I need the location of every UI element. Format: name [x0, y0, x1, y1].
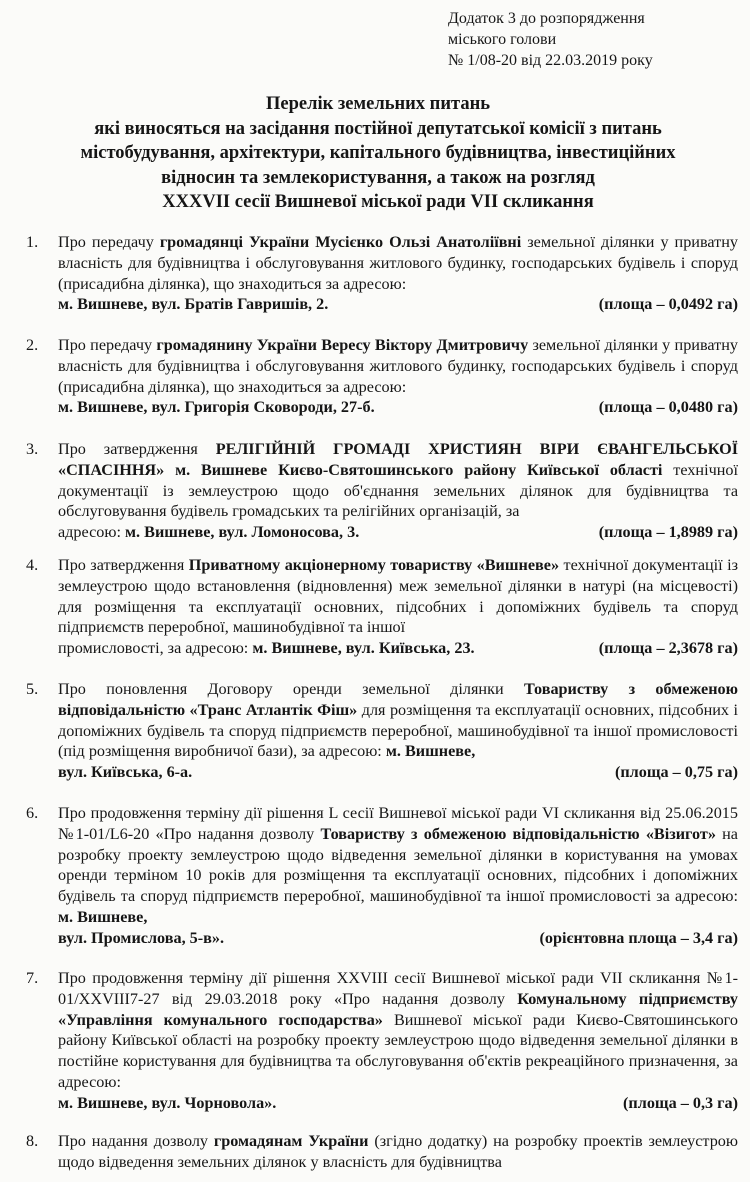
- title-line: Перелік земельних питань: [265, 94, 491, 114]
- item-number: 3.: [26, 440, 39, 458]
- item-bold-part: м. Вишневе,: [58, 907, 148, 926]
- item-address-prefix: промисловості, за адресою:: [58, 639, 253, 658]
- list-item: [22, 232, 738, 315]
- item-text-part: Про надання дозволу: [58, 1132, 214, 1150]
- address-row: [58, 928, 738, 949]
- item-text-part: земельної ділянки у приватну власність для будівництва і обслуговування житлового будинку, господарських будівель і споруд (присадибна ділянка), що знаходиться за адресою:: [58, 233, 738, 293]
- item-text-part: на розробку проекту землеустрою щодо відведення земельної ділянки в користування на умовах оренди терміном 10 років для розміщення та експлуатації основних, підсобних і допоміжних будівель та споруд підприємств переробної, машинобудівної та іншої промисловості за адресою:: [58, 824, 738, 906]
- item-address: м. Вишневе, вул. Братів Гавришів, 2.: [58, 295, 329, 314]
- item-bold-part: м. Вишневе,: [385, 742, 476, 761]
- item-area: (орієнтовна площа – 3,4 га): [539, 928, 738, 947]
- item-text-part: для розміщення та експлуатації основних, підсобних і допоміжних будівель та споруд підприємств переробної, машинобудівної та іншої промисловості (під розміщення виробничої бази), за адресою:: [58, 700, 738, 761]
- item-text: [58, 803, 738, 949]
- item-bold-part: Приватному акціонерному товариству «Вишневе»: [188, 556, 560, 574]
- title-line: які виносяться на засідання постійної депутатської комісії з питань: [94, 118, 662, 139]
- item-area: (площа – 0,0480 га): [598, 398, 738, 417]
- list-item: [22, 679, 738, 783]
- address-row: [58, 294, 738, 315]
- item-text: [58, 439, 738, 543]
- item-address: вул. Промислова, 5-в».: [58, 928, 225, 947]
- item-text-part: технічної документації із землеустрою щодо встановлення (відновлення) меж земельної ділянки в натурі (на місцевості) для розміщення та експлуатації основних, підсобних і допоміжних будівель та споруд підприємств переробної, машинобудівної та іншої: [58, 556, 738, 637]
- item-text-part: Про затвердження: [58, 556, 189, 574]
- item-number: 6.: [26, 804, 39, 822]
- list-item: [22, 335, 738, 418]
- list-item: [22, 555, 738, 659]
- item-bold-part: Комунальному підприємству «Управління комунального господарства»: [58, 989, 738, 1029]
- item-address-line: [58, 522, 359, 543]
- item-text: [58, 1131, 738, 1173]
- item-address: м. Вишневе, вул. Григорія Сковороди, 27-б.: [58, 398, 375, 417]
- address-row: [58, 1093, 738, 1114]
- item-number: 2.: [26, 336, 39, 354]
- address-row: [58, 762, 738, 783]
- address-row: [58, 638, 738, 659]
- item-address: м. Вишневе, вул. Ломоносова, 3.: [125, 523, 360, 542]
- item-text: [58, 968, 738, 1114]
- item-area: (площа – 0,0492 га): [598, 295, 738, 314]
- item-area: (площа – 0,75 га): [614, 763, 738, 782]
- item-area: (площа – 0,3 га): [623, 1093, 738, 1112]
- item-bold-part: громадянам України: [213, 1132, 369, 1150]
- item-text-part: Про передачу: [58, 233, 160, 251]
- item-text-part: Вишневої міської ради Києво-Святошинського району Київської області на розробку проекту землеустрою щодо відведення земельної ділянки в постійне користування для будівництва та обслуговування об'єктів рекреаційного призначення, за адресою:: [58, 1010, 738, 1091]
- document-title: [20, 92, 736, 215]
- list-item: [22, 968, 738, 1114]
- list-item: [22, 439, 738, 543]
- item-text-part: Про передачу: [58, 336, 157, 354]
- item-number: 4.: [26, 556, 39, 574]
- item-area: (площа – 1,8989 га): [598, 523, 738, 542]
- list-item: [22, 803, 738, 949]
- title-line: містобудування, архітектури, капітального будівництва, інвестиційних: [80, 143, 676, 163]
- item-text: [58, 679, 738, 783]
- item-bold-part: громадянці України Мусієнко Ользі Анатоліївні: [159, 233, 522, 251]
- title-line: XXXVII сесії Вишневої міської ради VII скликання: [162, 192, 594, 212]
- item-bold-part: Товариству з обмеженою відповідальністю «Візигот»: [320, 824, 716, 843]
- item-bold-part: громадянину України Вересу Віктору Дмитровичу: [156, 336, 529, 354]
- item-bold-part: РЕЛІГІЙНІЙ ГРОМАДІ ХРИСТИЯН ВІРИ ЄВАНГЕЛЬСЬКОЇ «СПАСІННЯ» м. Вишневе Києво-Святошинського району Київської області: [58, 440, 739, 479]
- item-address-prefix: адресою:: [58, 523, 126, 542]
- item-number: 8.: [26, 1132, 39, 1150]
- item-text: [58, 555, 738, 659]
- item-bold-part: Товариству з обмеженою відповідальністю «Транс Атлантік Фіш»: [58, 680, 738, 719]
- item-text-part: Про продовження терміну дії рішення XXVIII сесії Вишневої міської ради VII скликання №1-01/XXVIII7-27 від 29.03.2018 року «Про надання дозволу: [58, 969, 738, 1008]
- list-item: [22, 1131, 738, 1173]
- item-text-part: Про поновлення Договору оренди земельної ділянки: [58, 680, 524, 698]
- item-text: [58, 232, 738, 315]
- item-number: 1.: [26, 233, 39, 251]
- address-row: [58, 522, 738, 543]
- header-note-line: № 1/08-20 від 22.03.2019 року: [448, 52, 653, 69]
- item-address: вул. Київська, 6-а.: [58, 763, 193, 782]
- item-address-line: [58, 638, 475, 659]
- header-note-line: Додаток 3 до розпорядження: [448, 10, 645, 27]
- header-note: [448, 8, 738, 71]
- item-address: м. Вишневе, вул. Чорновола».: [58, 1093, 277, 1112]
- item-text-part: земельної ділянки у приватну власність для будівництва і обслуговування житлового будинку, господарських будівель і споруд (присадибна ділянка), що знаходиться за адресою:: [58, 336, 738, 396]
- item-number: 7.: [26, 969, 39, 987]
- item-text-part: технічної документації із землеустрою щодо об'єднання земельних ділянок для будівництва та обслуговування будівель громадських та релігійних організацій, за: [58, 460, 738, 521]
- title-line: відносин та землекористування, а також на розгляд: [161, 167, 595, 188]
- item-address: м. Вишневе, вул. Київська, 23.: [252, 639, 475, 658]
- header-note-line: міського голови: [448, 31, 557, 48]
- item-number: 5.: [26, 680, 39, 698]
- item-text-part: Про продовження терміну дії рішення L сесії Вишневої міської ради VI скликання від 25.06.2015 №1-01/L6-20 «Про надання дозволу: [58, 804, 738, 843]
- item-text: [58, 335, 738, 418]
- address-row: [58, 397, 738, 418]
- item-area: (площа – 2,3678 га): [598, 639, 738, 658]
- item-text-part: (згідно додатку) на розробку проектів землеустрою щодо відведення земельних ділянок у власність для будівництва: [58, 1132, 738, 1171]
- item-text-part: Про затвердження: [58, 440, 216, 458]
